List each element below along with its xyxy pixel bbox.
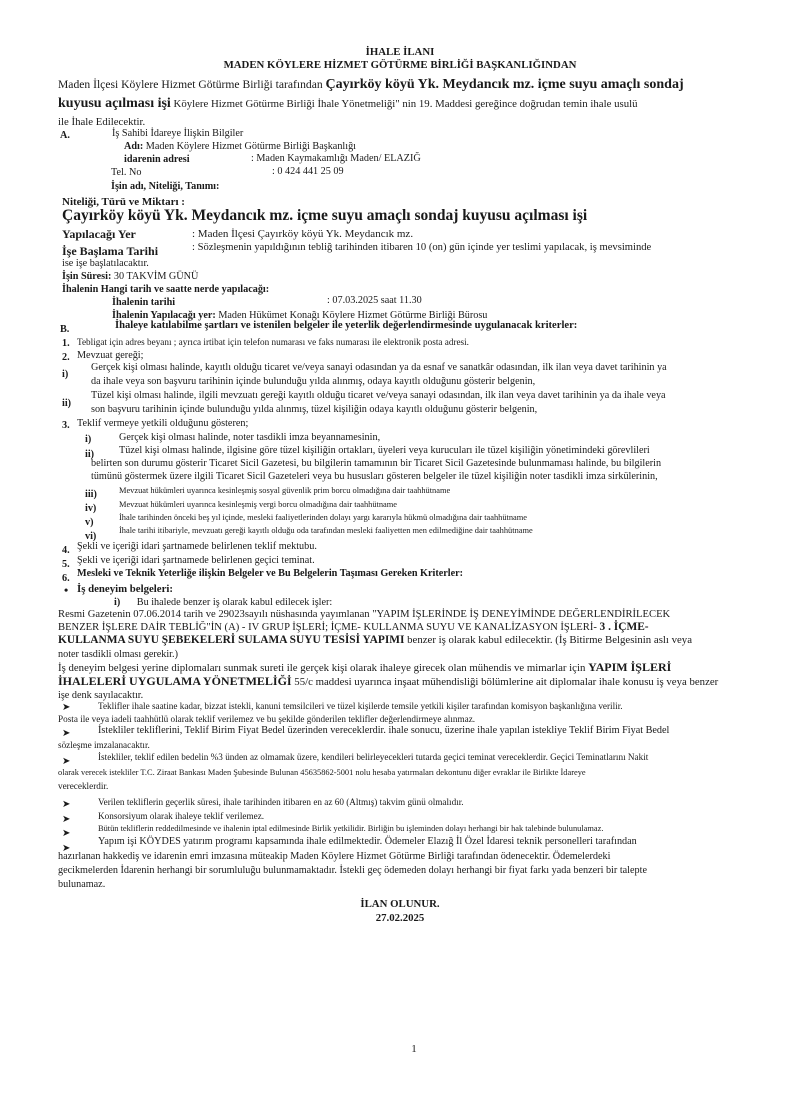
item-4-text: Şekli ve içeriği idari şartnamede belirlenen teklif mektubu. (77, 541, 317, 552)
section-a-heading: İş Sahibi İdareye İlişkin Bilgiler (112, 128, 244, 139)
section-a-letter: A. (60, 130, 70, 141)
experience-line-3b: benzer iş olarak kabul edilecektir. (İş Bitirme Belgesinin aslı veya (407, 634, 692, 646)
intro-job-title-cont: kuyusu açılması işi (58, 96, 171, 111)
start-continuation: ise işe başlatılacaktır. (62, 258, 149, 269)
item-3-ii-line-2: belirten son durumu gösterir Ticaret Sicil Gazetesi, bu bilgilerin tamamının bir Ticaret Sicil Gazetesinde bulunmaması halinde, bu bilgilerin (91, 458, 662, 469)
item-6-number: 6. (62, 573, 70, 584)
nature-label: Niteliği, Türü ve Miktarı : (62, 196, 185, 208)
item-5-text: Şekli ve içeriği idari şartnamede belirlenen geçici teminat. (77, 555, 315, 566)
arrow-icon: ➤ (62, 828, 71, 839)
item-3-ii-line-1: Tüzel kişi olması halinde, ilgisine göre tüzel kişiliğin ortakları, üyeleri veya kurucuları ile tüzel kişiliğin yönetimindeki görevlileri (119, 445, 650, 456)
intro-line-1 (58, 77, 684, 92)
experience-line-4: noter tasdikli olması gerekir.) (58, 649, 178, 660)
experience-line-2 (58, 621, 649, 634)
item-3-vi-numeral: vi) (85, 531, 97, 542)
point-5-text: Konsorsiyum olarak ihaleye teklif verilemez. (98, 811, 265, 821)
intro-job-title: Çayırköy köyü Yk. Meydancık mz. içme suyu amaçlı sondaj (325, 77, 684, 92)
point-7-line-1: Yapım işi KÖYDES yatırım programı kapsamında ihale edilmektedir. Ödemeler Elazığ İl Özel İdaresi teknik personelleri tarafından (98, 836, 637, 847)
intro-text: Maden İlçesi Köylere Hizmet Götürme Birliği tarafından (58, 78, 323, 91)
engineer-line-1a: İş deneyim belgesi yerine diplomaları sunmak sureti ile gerçek kişi olarak ihaleye girecek olan mühendis ve mimarlar için (58, 662, 586, 674)
start-label: İşe Başlama Tarihi (62, 244, 159, 258)
point-7-line-3: gecikmelerden İdarenin herhangi bir sorumluluğu bulunmamaktadır. İstekli geç ödemeden dolayı herhangi bir fiyat farkı yada benzeri bir talepte (58, 865, 647, 876)
item-6-text: Mesleki ve Teknik Yeterliğe ilişkin Belgeler ve Bu Belgelerin Taşıması Gereken Kriterler: (77, 568, 464, 579)
experience-line-1: Resmi Gazetenin 07.06.2014 tarih ve 29023sayılı nüshasında yayımlanan "YAPIM İŞLERİNDE İŞ DENEYİMİNDE DEĞERLENDİRİLECEK (58, 609, 671, 620)
item-3-iii-numeral: iii) (85, 489, 97, 500)
item-3-text: Teklif vermeye yetkili olduğunu gösteren; (77, 418, 249, 429)
experience-line-2b: 3 . İÇME- (599, 621, 649, 633)
experience-i-numeral: i) (114, 597, 121, 608)
item-2-ii-line-2: son başvuru tarihinin içinde bulunduğu yılda alınmış, tüzel kişiliğin odaya kayıtlı olduğunu gösterir belgenin, (91, 404, 538, 415)
item-3-number: 3. (62, 420, 70, 431)
announce-date: 27.02.2025 (375, 912, 425, 924)
engineer-line-2a: İHALELERİ UYGULAMA YÖNETMELİĞİ (58, 674, 292, 688)
point-3-line-3: vereceklerdir. (58, 781, 109, 791)
item-3-vi-text: İhale tarihi itibariyle, mevzuatı gereği kayıtlı olduğu oda tarafından mesleki faaliyetten men edilmediğine dair taahhütname (119, 526, 533, 535)
engineer-line-2 (58, 675, 718, 688)
venue-label: İhalenin Yapılacağı yer: (112, 310, 216, 321)
item-2-i-line-2: da ihale veya son başvuru tarihinin içinde bulunduğu yılda alınmış, odaya kayıtlı olduğunu gösterir belgenin, (91, 376, 536, 387)
item-2-ii-numeral: ii) (62, 398, 72, 409)
page-number: 1 (411, 1043, 417, 1055)
item-3-i-text: Gerçek kişi olması halinde, noter tasdikli imza beyannamesinin, (119, 432, 381, 443)
point-2-line-1: İstekliler tekliflerini, Teklif Birim Fiyat Bedel üzerinden vereceklerdir. ihale sonucu, üzerine ihale yapılan istekliye Teklif Birim Fiyat Bedel (98, 725, 670, 736)
arrow-icon: ➤ (62, 843, 71, 854)
engineer-line-2b: 55/c maddesi uyarınca inşaat mühendisliği bölümlerine ait diplomalar ihale konusu iş veya benzer (294, 676, 719, 688)
point-3-line-2: olarak verecek istekliler T.C. Ziraat Bankası Maden Şubesinde Bulunan 45635862-5001 nolu hesaba yatırmaları dekontunu diğer evraklar ile Birlikte İdareye (58, 768, 586, 777)
engineer-line-1b: YAPIM İŞLERİ (588, 660, 672, 674)
item-2-ii-line-1: Tüzel kişi olması halinde, ilgili mevzuatı gereği kayıtlı olduğu ticaret ve/veya sanayi odasından, ilk ilan veya davet tarihinin ya da ihale veya (91, 390, 666, 401)
experience-i-row (114, 597, 332, 609)
notice-subtitle: MADEN KÖYLERE HİZMET GÖTÜRME BİRLİĞİ BAŞKANLIĞINDAN (223, 59, 577, 71)
intro-line-2 (58, 97, 638, 111)
point-7-line-2: hazırlanan hakkediş ve idarenin emri imzasına müteakip Maden Köylere Hizmet Götürme Birliği tarafından ödenecektir. Ödemelerdeki (58, 851, 611, 862)
admin-name-row (124, 141, 356, 153)
engineer-line-1 (58, 661, 671, 674)
experience-bullet: • (64, 583, 69, 597)
item-4-number: 4. (62, 545, 70, 556)
point-3-line-1: İstekliler, teklif edilen bedelin %3 ünden az olmamak üzere, kendileri belirleyecekleri tutarda geçici teminat vereceklerdir. Geçici Teminatlarını Nakit (98, 752, 649, 762)
item-2-i-numeral: i) (62, 369, 69, 380)
point-6-text: Bütün tekliflerin reddedilmesinde ve ihalenin iptal edilmesinde Birlik yetkilidir. Birliğin bu işleminden dolayı herhangi bir hak talebinde bulunulamaz. (98, 824, 604, 833)
item-3-ii-numeral: ii) (85, 449, 95, 460)
start-value: : Sözleşmenin yapıldığının tebliğ tarihinden itibaren 10 (on) gün içinde yer teslimi yapılacak, iş mevsiminde (192, 242, 652, 253)
experience-line-3a: KULLANMA SUYU ŞEBEKELERİ SULAMA SUYU TESİSİ YAPIMI (58, 634, 405, 646)
duration-row (62, 271, 198, 283)
arrow-icon: ➤ (62, 814, 71, 825)
date-value: : 07.03.2025 saat 11.30 (327, 295, 422, 306)
admin-address-value: : Maden Kaymakamlığı Maden/ ELAZIĞ (251, 153, 421, 164)
arrow-icon: ➤ (62, 728, 71, 739)
item-3-v-text: İhale tarihinden önceki beş yıl içinde, mesleki faaliyetlerinden dolayı yargı kararıyla hükmü olmadığına dair taahhütname (119, 513, 527, 522)
point-7-line-4: bulunamaz. (58, 879, 106, 890)
engineer-line-3: işe denk sayılacaktır. (58, 690, 144, 701)
point-4-text: Verilen tekliflerin geçerlik süresi, ihale tarihinden itibaren en az 60 (Altmış) takvim günü olmalıdır. (98, 797, 464, 807)
point-1-line-2: Posta ile veya iadeli taahhütlü olarak teklif verilemez ve bu şekilde gönderilen teklifler değerlendirmeye alınmaz. (58, 714, 476, 724)
point-1-line-1: Teklifler ihale saatine kadar, bizzat istekli, kanuni temsilcileri ve tüzel kişilerde temsile yetkili kişiler tarafından komisyon başkanlığına verilir. (98, 701, 623, 711)
announce-text: İLAN OLUNUR. (360, 898, 440, 910)
section-b-heading: İhaleye katılabilme şartları ve istenilen belgeler ile yeterlik değerlendirmesinde uygulanacak kriterler: (115, 320, 578, 331)
tel-value: : 0 424 441 25 09 (272, 166, 344, 177)
tel-label: Tel. No (111, 167, 142, 178)
item-1-text: Tebligat için adres beyanı ; ayrıca irtibat için telefon numarası ve faks numarası ile elektronik posta adresi. (77, 337, 469, 347)
job-title: Çayırköy köyü Yk. Meydancık mz. içme suyu amaçlı sondaj kuyusu açılması işi (62, 207, 588, 224)
intro-regulation: Köylere Hizmet Götürme Birliği İhale Yönetmeliği" nin 19. Maddesi gereğince doğrudan temin ihale usulü (173, 98, 638, 110)
arrow-icon: ➤ (62, 799, 71, 810)
item-3-i-numeral: i) (85, 434, 92, 445)
item-1-number: 1. (62, 338, 70, 349)
experience-i-text: Bu ihalede benzer iş olarak kabul edilecek işler: (136, 597, 333, 608)
duration-label: İşin Süresi: (62, 271, 112, 282)
duration-value: 30 TAKVİM GÜNÜ (113, 271, 199, 282)
item-3-iv-text: Mevzuat hükümleri uyarınca kesinleşmiş vergi borcu olmadığına dair taahhütname (119, 500, 397, 509)
date-label: İhalenin tarihi (112, 297, 176, 308)
item-3-v-numeral: v) (85, 517, 94, 528)
venue-value: Maden Hükümet Konağı Köylere Hizmet Götürme Birliği Bürosu (218, 310, 488, 321)
item-2-text: Mevzuat gereği; (77, 350, 144, 361)
place-value: : Maden İlçesi Çayırköy köyü Yk. Meydancık mz. (192, 228, 414, 240)
experience-line-3 (58, 634, 692, 646)
arrow-icon: ➤ (62, 702, 71, 713)
section-b-letter: B. (60, 324, 70, 335)
intro-line-3: ile İhale Edilecektir. (58, 116, 146, 128)
item-3-iv-numeral: iv) (85, 503, 97, 514)
item-3-iii-text: Mevzuat hükümleri uyarınca kesinleşmiş sosyal güvenlik prim borcu olmadığına dair taahhütname (119, 486, 451, 495)
item-2-number: 2. (62, 352, 70, 363)
when-label: İhalenin Hangi tarih ve saatte nerde yapılacağı: (62, 284, 270, 295)
job-label: İşin adı, Niteliği, Tanımı: (111, 181, 220, 192)
experience-line-2a: BENZER İŞLERE DAİR TEBLİĞ"İN (A) - IV GRUP İŞLERİ; İÇME- KULLANMA SUYU VE KANALİZASYON İŞLERİ- (58, 622, 597, 633)
item-3-ii-line-3: tümünü göstermek üzere ilgili Ticaret Sicil Gazeteleri veya bu hususları gösteren belgeler ile tüzel kişiliğin noter tasdikli imza sirkülerinin, (91, 471, 658, 482)
item-5-number: 5. (62, 559, 70, 570)
arrow-icon: ➤ (62, 756, 71, 767)
admin-address-label: idarenin adresi (124, 154, 190, 165)
item-2-i-line-1: Gerçek kişi olması halinde, kayıtlı olduğu ticaret ve/veya sanayi odasından ya da esnaf ve sanatkâr odasından, ilk ilan veya davet tarihinin ya (91, 362, 667, 373)
place-label: Yapılacağı Yer (62, 227, 136, 241)
admin-name-label: Adı: (124, 141, 144, 152)
admin-name-value: Maden Köylere Hizmet Götürme Birliği Başkanlığı (145, 141, 357, 152)
notice-title: İHALE İLANI (365, 46, 435, 58)
point-2-line-2: sözleşme imzalanacaktır. (58, 740, 150, 750)
experience-label: İş deneyim belgeleri: (77, 583, 173, 595)
